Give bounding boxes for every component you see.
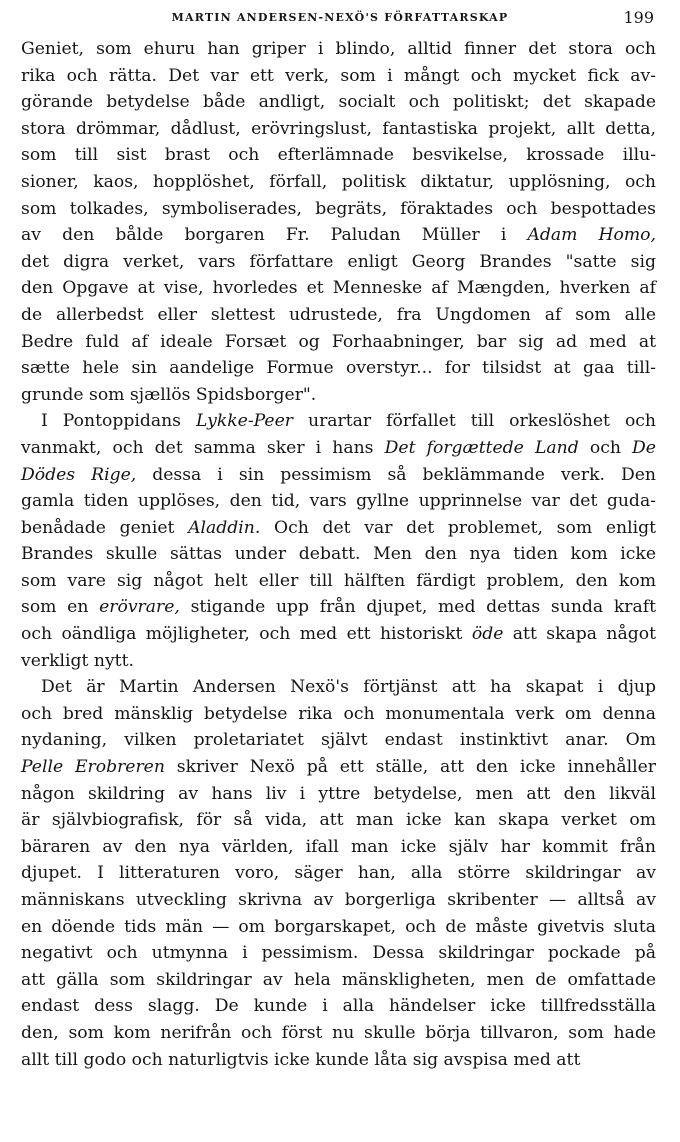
text-line [21, 382, 656, 409]
text-segment: och bred mänsklig betydelse rika och monumentala verk om denna [21, 703, 656, 724]
text-segment: att gälla som skildringar av hela mänskligheten, men de omfattade [21, 969, 656, 990]
text-segment: I Pontoppidans [41, 411, 196, 432]
text-line [21, 196, 656, 223]
italic-text: Dödes Rige, [21, 464, 137, 485]
text-segment: urartar förfallet till orkeslöshet och [292, 411, 656, 432]
text-segment: djupet. I litteraturen voro, säger han, alla större skildringar av [21, 863, 656, 884]
text-line [21, 116, 656, 143]
text-line [21, 63, 656, 90]
text-segment: Brandes skulle sättas under debatt. Men den nya tiden kom icke [21, 544, 656, 565]
text-line [21, 860, 656, 887]
text-segment: nydaning, vilken proletariatet självt endast instinktivt anar. Om [21, 730, 656, 751]
text-line [21, 169, 656, 196]
text-segment: endast dess slagg. De kunde i alla händelser icke tillfredsställa [21, 996, 656, 1017]
text-line [21, 142, 656, 169]
text-line [21, 993, 656, 1020]
text-segment: som vare sig något helt eller till hälften färdigt problem, den kom [21, 570, 656, 591]
text-line [21, 1020, 656, 1047]
text-line [21, 329, 656, 356]
text-segment: att skapa något [503, 624, 656, 645]
text-segment: skriver Nexö på ett ställe, att den icke innehåller [164, 757, 656, 778]
text-line [21, 249, 656, 276]
running-title: MARTIN ANDERSEN-NEXÖ'S FÖRFATTARSKAP [171, 11, 509, 24]
italic-text: Lykke-Peer [196, 411, 293, 432]
text-segment: den Opgave at vise, hvorledes et Menneske af Mængden, hverken af [21, 278, 656, 299]
text-line [21, 36, 656, 63]
text-segment: benådade geniet [21, 517, 189, 538]
text-line [21, 435, 656, 462]
italic-text: De [632, 437, 656, 458]
paragraph [21, 674, 656, 1073]
text-segment: som en [21, 597, 100, 618]
text-line [21, 515, 656, 542]
text-line [21, 807, 656, 834]
text-line [21, 674, 656, 701]
text-segment: vanmakt, och det samma sker i hans [21, 437, 385, 458]
text-segment: stora drömmar, dådlust, erövringslust, fantastiska projekt, allt detta, [21, 118, 656, 139]
text-line [21, 355, 656, 382]
text-segment: Geniet, som ehuru han griper i blindo, alltid finner det stora och [21, 39, 656, 59]
text-segment: som till sist brast och efterlämnade besvikelse, krossade illu- [21, 145, 656, 166]
text-segment: och [578, 437, 633, 458]
italic-text: Det forgættede Land [384, 437, 579, 458]
italic-text: Adam Homo, [527, 225, 656, 246]
text-line [21, 462, 656, 489]
paragraph [21, 36, 656, 408]
text-line [21, 754, 656, 781]
text-segment: negativt och utmynna i pessimism. Dessa skildringar pockade på [21, 943, 656, 964]
text-line [21, 302, 656, 329]
text-segment: är självbiografisk, för så vida, att man icke kan skapa verket om [21, 810, 656, 831]
text-line [21, 1047, 656, 1074]
text-segment: någon skildring av hans liv i yttre betydelse, men att den likväl [21, 783, 656, 804]
text-line [21, 781, 656, 808]
text-line [21, 275, 656, 302]
text-line [21, 89, 656, 116]
text-segment: verkligt nytt. [21, 650, 134, 671]
text-line [21, 914, 656, 941]
text-line [21, 727, 656, 754]
italic-text: Aladdin. [188, 517, 261, 538]
text-line [21, 222, 656, 249]
text-segment: dessa i sin pessimism så beklämmande verk. Den [136, 464, 656, 485]
text-segment: görande betydelse både andligt, socialt och politiskt; det skapade [21, 92, 656, 113]
text-segment: sætte hele sin aandelige Formue overstyr... for tilsidst at gaa till- [21, 358, 656, 379]
text-line [21, 834, 656, 861]
text-segment: och oändliga möjligheter, och med ett historiskt [21, 624, 472, 645]
text-segment: sioner, kaos, hopplöshet, förfall, politisk diktatur, upplösning, och [21, 171, 656, 192]
italic-text: öde [471, 624, 504, 645]
text-segment: av den bålde borgaren Fr. Paludan Müller i [21, 225, 528, 246]
text-line [21, 408, 656, 435]
text-segment: den, som kom nerifrån och först nu skulle börja tillvaron, som hade [21, 1022, 656, 1043]
text-segment: människans utveckling skrivna av borgerliga skribenter — alltså av [21, 890, 656, 910]
text-segment: Det är Martin Andersen Nexö's förtjänst att ha skapat i djup [41, 677, 656, 698]
text-line [21, 648, 656, 675]
text-segment: allt till godo och naturligtvis icke kunde låta sig avspisa med att [21, 1049, 581, 1070]
text-line [21, 568, 656, 595]
text-line [21, 887, 656, 914]
text-segment: rika och rätta. Det var ett verk, som i mångt och mycket fick av- [21, 65, 656, 86]
text-line [21, 701, 656, 728]
text-line [21, 594, 656, 621]
text-segment: Och det var det problemet, som enligt [260, 517, 656, 538]
paragraph [21, 408, 656, 674]
text-segment: grunde som sjællös Spidsborger". [21, 384, 317, 405]
text-segment: bäraren av den nya världen, ifall man icke själv har kommit från [21, 836, 656, 857]
text-line [21, 488, 656, 515]
italic-text: Pelle Erobreren [21, 757, 165, 778]
text-segment: de allerbedst eller slettest udrustede, fra Ungdomen af som alle [21, 304, 656, 325]
text-line [21, 621, 656, 648]
text-segment: en döende tids män — om borgarskapet, och de måste givetvis sluta [21, 916, 656, 937]
text-segment: som tolkades, symboliserades, begräts, föraktades och bespottades [21, 198, 656, 219]
text-line [21, 940, 656, 967]
italic-text: erövrare, [99, 597, 180, 618]
text-segment: gamla tiden upplöses, den tid, vars gyllne upprinnelse var det guda- [21, 491, 656, 512]
page-body [21, 36, 656, 1073]
text-segment: Bedre fuld af ideale Forsæt og Forhaabninger, bar sig ad med at [21, 331, 656, 352]
text-segment: det digra verket, vars författare enligt Georg Brandes "satte sig [21, 251, 656, 272]
running-head [0, 8, 680, 30]
page-number: 199 [623, 8, 654, 27]
text-segment: stigande upp från djupet, med dettas sunda kraft [179, 597, 656, 618]
text-line [21, 967, 656, 994]
text-line [21, 541, 656, 568]
